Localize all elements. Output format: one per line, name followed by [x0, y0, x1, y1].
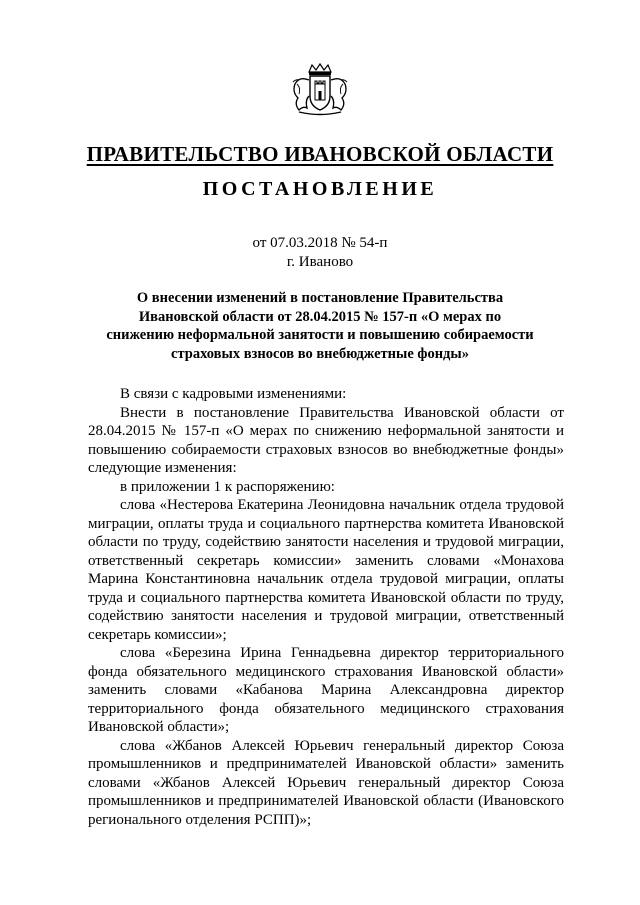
body-paragraph: слова «Нестерова Екатерина Леонидовна начальник отдела трудовой миграции, оплаты труда и социального партнерства комитета Ивановской области по труду, содействию занятости населения и трудовой миграции, ответственный секретарь комиссии» заменить словами «Монахова Марина Константиновна начальник отдела трудовой миграции, оплаты труда и социального партнерства комитета Ивановской области по труду, содействию занятости населения и трудовой миграции, ответственный секретарь комиссии»;: [88, 497, 564, 643]
ivanovo-coat-of-arms-icon: [285, 62, 355, 118]
body-paragraph: В связи с кадровыми изменениями:: [120, 386, 347, 402]
document-type-heading: ПОСТАНОВЛЕНИЕ: [202, 178, 438, 200]
organization-title: ПРАВИТЕЛЬСТВО ИВАНОВСКОЙ ОБЛАСТИ: [86, 142, 554, 166]
body-paragraph: в приложении 1 к распоряжению:: [120, 478, 335, 495]
body-paragraph: слова «Березина Ирина Геннадьевна директор территориального фонда обязательного медицинского страхования Ивановской области» заменить словами «Кабанова Марина Александровна директор территориального фонда обязательного медицинского страхования Ивановской области»;: [88, 645, 564, 735]
body-paragraph: Внести в постановление Правительства Ивановской области от 28.04.2015 № 157-п «О мерах по снижению неформальной занятости и повышению собираемости страховых взносов во внебюджетные фонды» следующие изменения:: [88, 404, 564, 476]
document-date-number: от 07.03.2018 № 54-п: [252, 235, 388, 251]
document-body: [88, 385, 564, 829]
document-city: г. Иваново: [286, 254, 354, 270]
body-paragraph: слова «Жбанов Алексей Юрьевич генеральный директор Союза промышленников и предпринимателей Ивановской области» заменить словами «Жбанов Алексей Юрьевич генеральный директор Союза промышленников и предпринимателей Ивановской области (Ивановского регионального отделения РСПП)»;: [88, 737, 564, 828]
document-subject: О внесении изменений в постановление Правительства Ивановской области от 28.04.2015 № 157-п «О мерах по снижению неформальной занятости и повышению собираемости страховых взносов во внебюджетные фонды»: [106, 290, 534, 362]
